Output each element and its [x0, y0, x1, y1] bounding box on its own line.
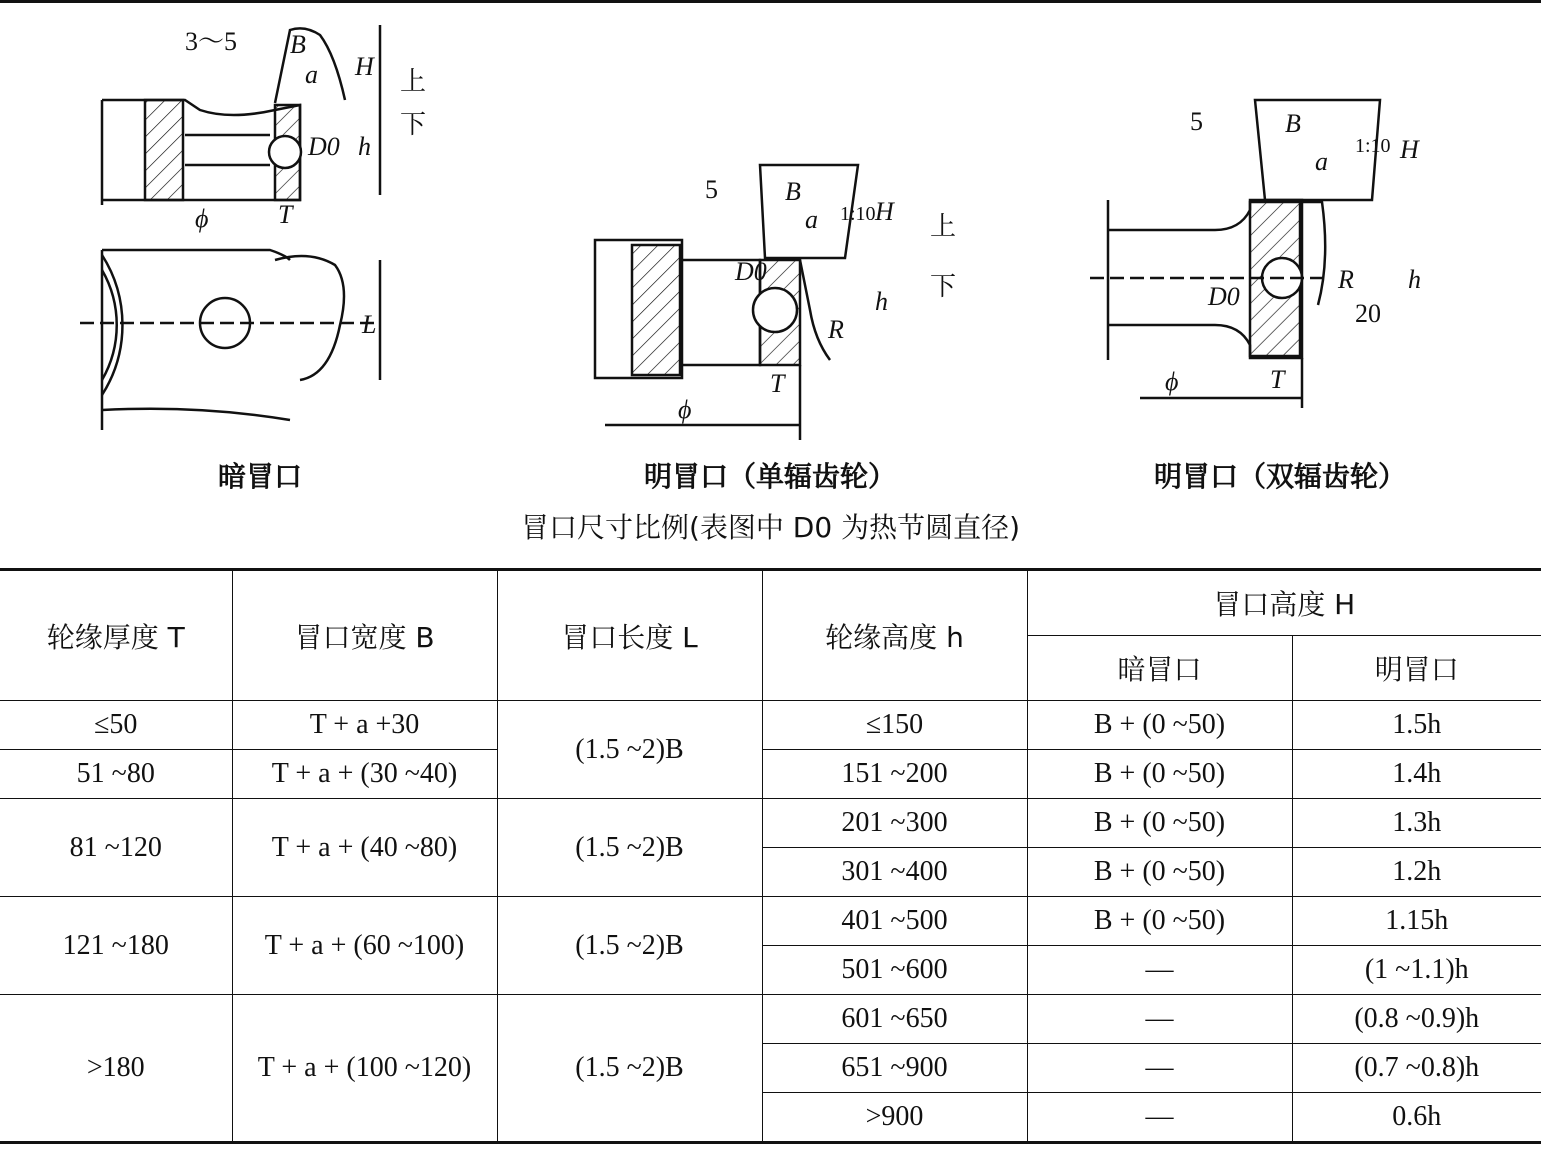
label-ratio: 1:10 — [1355, 135, 1391, 157]
caption-open-riser-single: 明冒口（单辐齿轮） — [643, 460, 896, 493]
label-b: B — [290, 30, 306, 59]
label-phi: ϕ — [195, 204, 209, 233]
label-a: a — [305, 60, 318, 89]
header-riser-width: 冒口宽度 B — [232, 570, 497, 701]
riser-size-table — [0, 568, 1541, 1144]
cell-h: 651 ~900 — [762, 1044, 1027, 1093]
cell-h-dark: B + (0 ~50) — [1027, 701, 1292, 750]
figure-open-riser-double — [1090, 90, 1490, 420]
table-row — [0, 995, 1541, 1044]
label-phi: ϕ — [1165, 367, 1179, 396]
label-phi: ϕ — [678, 395, 692, 424]
label-t: T — [1270, 365, 1285, 394]
label-3-5: 3～5 — [185, 27, 238, 56]
cell-h: ≤150 — [762, 701, 1027, 750]
label-t: T — [770, 369, 785, 398]
label-d0: D0 — [308, 132, 340, 161]
cell-h-open: 1.3h — [1292, 799, 1541, 848]
label-t: T — [278, 200, 293, 229]
cell-h-dark: — — [1027, 995, 1292, 1044]
label-ratio: 1:10 — [840, 203, 876, 225]
cell-t: 51 ~80 — [0, 750, 232, 799]
label-h: h — [875, 287, 888, 316]
cell-h-open: 1.15h — [1292, 897, 1541, 946]
label-d0: D0 — [1208, 282, 1240, 311]
label-a: a — [805, 205, 818, 234]
table-row — [0, 701, 1541, 750]
cell-b: T + a +30 — [232, 701, 497, 750]
cell-t: 81 ~120 — [0, 799, 232, 897]
label-b: B — [785, 177, 801, 206]
cell-h-open: (0.7 ~0.8)h — [1292, 1044, 1541, 1093]
figure-open-riser-single — [590, 160, 980, 445]
label-5: 5 — [705, 175, 718, 204]
header-riser-height: 冒口高度 H — [1027, 570, 1541, 636]
label-h-upper: H — [1400, 135, 1419, 164]
label-b: B — [1285, 109, 1301, 138]
cell-h-dark: — — [1027, 946, 1292, 995]
header-open-riser: 明冒口 — [1292, 636, 1541, 701]
cell-h: 151 ~200 — [762, 750, 1027, 799]
cell-h-dark: B + (0 ~50) — [1027, 897, 1292, 946]
cell-h-open: 0.6h — [1292, 1093, 1541, 1143]
cell-h: 601 ~650 — [762, 995, 1027, 1044]
cell-h-dark: B + (0 ~50) — [1027, 799, 1292, 848]
cell-b: T + a + (40 ~80) — [232, 799, 497, 897]
label-h: h — [358, 132, 371, 161]
cell-t: >180 — [0, 995, 232, 1143]
table-row — [0, 799, 1541, 848]
label-h: h — [1408, 265, 1421, 294]
table-row — [0, 897, 1541, 946]
cell-h-open: 1.4h — [1292, 750, 1541, 799]
table-row — [0, 750, 1541, 799]
cell-l: (1.5 ~2)B — [497, 995, 762, 1143]
cell-h-dark: B + (0 ~50) — [1027, 750, 1292, 799]
cell-h-open: (0.8 ~0.9)h — [1292, 995, 1541, 1044]
table-title: 冒口尺寸比例(表图中 D0 为热节圆直径) — [520, 511, 1021, 544]
label-r: R — [1338, 265, 1354, 294]
label-a: a — [1315, 147, 1328, 176]
caption-open-riser-double: 明冒口（双辐齿轮） — [1153, 460, 1406, 493]
cell-h: 501 ~600 — [762, 946, 1027, 995]
cell-h: 401 ~500 — [762, 897, 1027, 946]
cell-l: (1.5 ~2)B — [497, 799, 762, 897]
label-up: 上 — [930, 212, 957, 241]
cell-h-dark: B + (0 ~50) — [1027, 848, 1292, 897]
label-d0: D0 — [735, 257, 767, 286]
cell-h-open: 1.5h — [1292, 701, 1541, 750]
label-down: 下 — [930, 272, 957, 301]
label-r: R — [828, 315, 844, 344]
label-up: 上 — [400, 67, 427, 96]
header-rim-height: 轮缘高度 h — [762, 570, 1027, 701]
cell-h-dark: — — [1027, 1044, 1292, 1093]
cell-t: ≤50 — [0, 701, 232, 750]
label-down: 下 — [400, 110, 427, 139]
label-l: L — [362, 310, 377, 339]
label-h-upper: H — [355, 52, 374, 81]
cell-h: 201 ~300 — [762, 799, 1027, 848]
cell-h-dark: — — [1027, 1093, 1292, 1143]
cell-b: T + a + (30 ~40) — [232, 750, 497, 799]
cell-h-open: 1.2h — [1292, 848, 1541, 897]
figure-dark-riser — [80, 15, 460, 435]
label-20: 20 — [1355, 299, 1381, 328]
cell-l: (1.5 ~2)B — [497, 701, 762, 799]
header-dark-riser: 暗冒口 — [1027, 636, 1292, 701]
cell-h: 301 ~400 — [762, 848, 1027, 897]
header-rim-thickness: 轮缘厚度 T — [0, 570, 232, 701]
cell-b: T + a + (100 ~120) — [232, 995, 497, 1143]
cell-b: T + a + (60 ~100) — [232, 897, 497, 995]
header-riser-length: 冒口长度 L — [497, 570, 762, 701]
cell-t: 121 ~180 — [0, 897, 232, 995]
label-h-upper: H — [875, 197, 894, 226]
label-5: 5 — [1190, 107, 1203, 136]
cell-h-open: (1 ~1.1)h — [1292, 946, 1541, 995]
top-rule — [0, 0, 1541, 3]
cell-l: (1.5 ~2)B — [497, 897, 762, 995]
cell-h: >900 — [762, 1093, 1027, 1143]
caption-dark-riser: 暗冒口 — [217, 460, 302, 493]
